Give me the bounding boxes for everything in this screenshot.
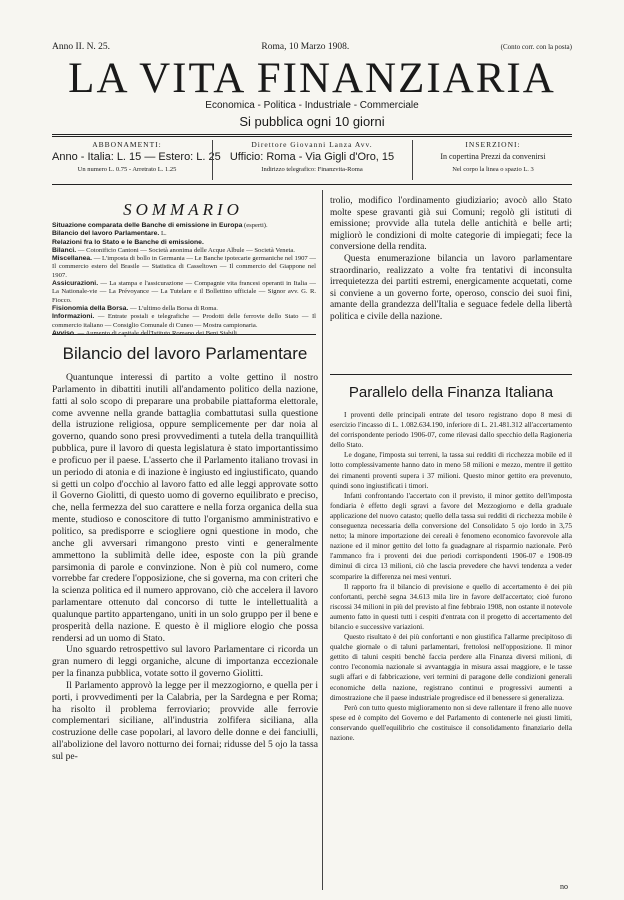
article-continuation	[330, 196, 572, 324]
summary-entry: Fisionomia della Borsa. — L'ultimo della Borsa di Roma.	[52, 304, 218, 312]
header-rule-top-2	[52, 136, 572, 137]
margin-note: no	[560, 882, 568, 891]
summary-entry: Informazioni. — Entrate postali e telegrafiche — Prodotti delle ferrovie dello Stato — Il commercio italiano — Consiglio Comunale di Cuneo — Mostra campionaria.	[52, 313, 317, 329]
right-rule	[330, 374, 572, 375]
paragraph: Infatti confrontando l'accertato con il previsto, il minor gettito dell'imposta fondiaria è effetto degli sgravi a favore del Mezzogiorno e della graduale applicazione del nuovo catasto; quello della tassa sui redditi di ricchezza mobile è conseguenza necessaria della conversione del Consolidato 5 ojo lordo in 3,75 netto; la minore importazione dei cereali è fenomeno economico favorevole alla nazione ed il minor gettito del lotto fa guadagnare al risparmio nazionale. Però l'ammanco fra i proventi dei due periodi corrispondenti 1906-07 e 1908-09 diminuì di circa 13 milioni, ciò che lascia prevedere che havvi tendenza a veder scomparire la differenza nei mesi venturi.	[330, 490, 572, 581]
masthead-title: LA VITA FINANZIARIA	[68, 55, 556, 102]
header-rule-bottom	[52, 184, 572, 185]
advertising-line-price: Nel corpo la linea o spazio L. 3	[452, 166, 534, 173]
paragraph: trolio, modifico l'ordinamento giudiziario; avocò allo Stato molte spese gravanti già sui Comuni; regolò gli istituti di emissione; provvide alla tutela delle antichità e belle arti; migliorò le condizioni di molte categorie di impiegati; fece la conversione della rendita.	[330, 196, 572, 253]
paragraph: Il Parlamento approvò la legge per il mezzogiorno, e quella per i porti, i provvedimenti per la Calabria, per la Sardegna e per Roma; ha risolto il problema ferroviario; provvide alle ferrovie complementari siciliane, all'industria zolfifera siciliana, alla costruzione delle case popolari, al lavoro delle donne e dei fanciulli, all'abolizione del lavoro notturno dei fornai; ridusse del 5 ojo la tassa sul pe-	[52, 679, 318, 762]
direction-box	[214, 140, 410, 173]
paragraph: I proventi delle principali entrate del tesoro registrano dopo 8 mesi di esercizio l'incasso di L. 1.082.634.190, inferiore di L. 21.481.312 all'accertamento del corrispondente periodo 1906-07, come rilevasi dallo specchio della Ragioneria dello Stato.	[330, 410, 572, 450]
paragraph: Quantunque interessi di partito a volte gettino il nostro Parlamento in dibattiti inutili all'andamento politico della nazione, fatti al solo scopo di preparare una probabile piattaforma elettorale, come avvenne nella grande battaglia combattutasi sulla questione della istruzione religiosa, oppure semplicemente per dar noia al governo, quando sono presi provvedimenti a tutela della tranquillità pubblica, pure il lavoro di questa legislatura è stato importantissimo e proficuo per il paese. L'asserto che il Parlamento italiano trovasi in un periodo di atonia e di inazione è ingiusto ed ingiustificato, quando si getti un colpo d'occhio al lavoro fatto ed alle leggi approvate sotto il Governo Giolitti, di questo uomo di governo equilibrato e preciso, che, nella fermezza del suo carattere e nella forza organica della sua mente, studioso e conoscitore di tutto l'organismo amministrativo e politico, sa predisporre e sciogliere ogni questione in modo, che anche gli avversari rimangono presto vinti e generalmente ammettono la sublimità delle idee, esposte con la più grande parsimonia di parole e convinzione. Non è più col numero, come vorrebbe far credere l'opposizione, che si governa, ma con criteri che la scienza politica ed il numero approvano, ciò che accelera il lavoro parlamentare ottenuto dal concorso di tutte le intellettualità a qualunque partito appartengano, uniti in un solo gruppo per il bene e prosperità della nazione. E questo è il migliore elogio che possa rendersi ad un uomo di Stato.	[52, 372, 318, 644]
summary-entry: Avviso. — Aumento di capitale dell'Istituto Romano dei Beni Stabili.	[52, 329, 239, 337]
paragraph: Però con tutto questo miglioramento non si deve rallentare il freno alle nuove spese ed è compito del Governo e del Parlamento di contenerle nei giusti limiti, conservando quell'equilibrio che costituisce il consolidamento finanziario della nazione.	[330, 702, 572, 742]
director-name: Direttore Giovanni Lanza Avv.	[251, 140, 373, 149]
column-divider	[322, 190, 323, 890]
telegraph-address: Indirizzo telegrafico: Finanzvita-Roma	[261, 166, 363, 173]
postal-note: (Conto corr. con la posta)	[500, 43, 572, 51]
advertising-heading: INSERZIONI:	[465, 140, 521, 149]
summary-entry: Relazioni fra lo Stato e le Banche di emissione.	[52, 238, 204, 246]
info-divider-1	[212, 140, 213, 180]
advertising-box	[414, 140, 572, 173]
paragraph: Le dogane, l'imposta sui terreni, la tassa sui redditi di ricchezza mobile ed il lotto complessivamente hanno dato in meno 58 milioni e mezzo, mentre il gettito dei rimanenti proventi supera i 37 milioni. Questo minor gettito era prevenuto, quindi sono ingiustificati i timori.	[330, 450, 572, 490]
issue-line	[52, 42, 572, 52]
summary-entry: Bilancio del lavoro Parlamentare. L.	[52, 230, 167, 238]
article-title-bilancio: Bilancio del lavoro Parlamentare	[62, 344, 308, 363]
summary-list	[52, 222, 316, 338]
summary-entry: Situazione comparata delle Banche di emissione in Europa (esperti).	[52, 222, 268, 229]
info-divider-2	[412, 140, 413, 180]
office-address: Ufficio: Roma - Via Gigli d'Oro, 15	[229, 151, 395, 163]
paragraph: Questo risultato è dei più confortanti e non giustifica l'allarme precipitoso di qualche giornale o di taluni parlamentari, frettolosi nell'opposizione. Il minor gettito di taluni cespiti benchè faccia perdere alla Finanza diversi milioni, di contro l'economia nazionale si avvantaggia in misura assai maggiore, e le tasse sugli affari e di fabbricazione, veri termini di paragone delle condizioni generali economiche della nazione, registrano continui e progressivi aumenti a dimostrazione che il paese industriale progredisce ed il benessere si generalizza.	[330, 632, 572, 702]
paragraph: Uno sguardo retrospettivo sul lavoro Parlamentare ci ricorda un gran numero di leggi organiche, alcune di importanza eccezionale per la finanza pubblica, votate sotto il governo Giolitti.	[52, 644, 318, 680]
summary-entry: Miscellanea. — L'imposta di bollo in Germania — Le Banche ipotecarie germaniche nel 1907 — Il commercio estero del Brasile — Statistica di Casseltown — Il commercio del Giappone nel 1907.	[52, 255, 316, 279]
paragraph: Il rapporto fra il bilancio di previsione e quello di accertamento è dei più confortanti, perchè segna 34.613 mila lire in favore dell'accertato; cioè furono riscossi 34 milioni in più del previsto al fine febbraio 1908, non ostante il notevole aumento fatto in questi tutti i cespiti d'entrata con il progetto di accertamento del bilancio e successive variazioni.	[330, 581, 572, 631]
issue-number: Anno II. N. 25.	[52, 42, 111, 52]
article-title-parallelo: Parallelo della Finanza Italiana	[348, 384, 554, 401]
advertising-cover-price: In copertina Prezzi da convenirsi	[440, 152, 546, 161]
header-rule-top	[52, 134, 572, 135]
summary-entry: Bilanci. — Cotonificio Cantoni — Società anonima delle Acque Albule — Società Veneta.	[52, 246, 295, 254]
place-date: Roma, 10 Marzo 1908.	[261, 42, 350, 52]
summary-rule	[52, 334, 316, 335]
paragraph: Questa enumerazione bilancia un lavoro parlamentare straordinario, realizzato a volte fra tentativi di inconsulta irrequietezza dei partiti estremi, energicamente acquetati, come si conviene a un governo forte, operoso, conscio dei suoi fini, amante della grandezza dell'Italia e seguace fedele della libertà politica e civile della nazione.	[330, 253, 572, 322]
publication-frequency: Si pubblica ogni 10 giorni	[239, 114, 385, 129]
article-body-parallelo	[330, 410, 572, 743]
masthead-subtitle: Economica - Politica - Industriale - Commerciale	[205, 100, 419, 111]
summary-title: SOMMARIO	[123, 200, 243, 219]
summary-entry: Assicurazioni. — La stampa e l'assicurazione — Compagnie vita francesi operanti in Italia — La Nationale-vie — La Prévoyance — La Tutelare e il Bollettino ufficiale — Signor avv. G. R. Fiocco.	[52, 280, 316, 304]
subscriptions-box	[52, 140, 221, 173]
subscription-prices: Anno - Italia: L. 15 — Estero: L. 25	[52, 151, 221, 163]
subscriptions-heading: ABBONAMENTI:	[92, 140, 162, 149]
single-issue-price: Un numero L. 0.75 - Arretrato L. 1.25	[77, 166, 177, 173]
article-body-bilancio	[52, 372, 318, 763]
